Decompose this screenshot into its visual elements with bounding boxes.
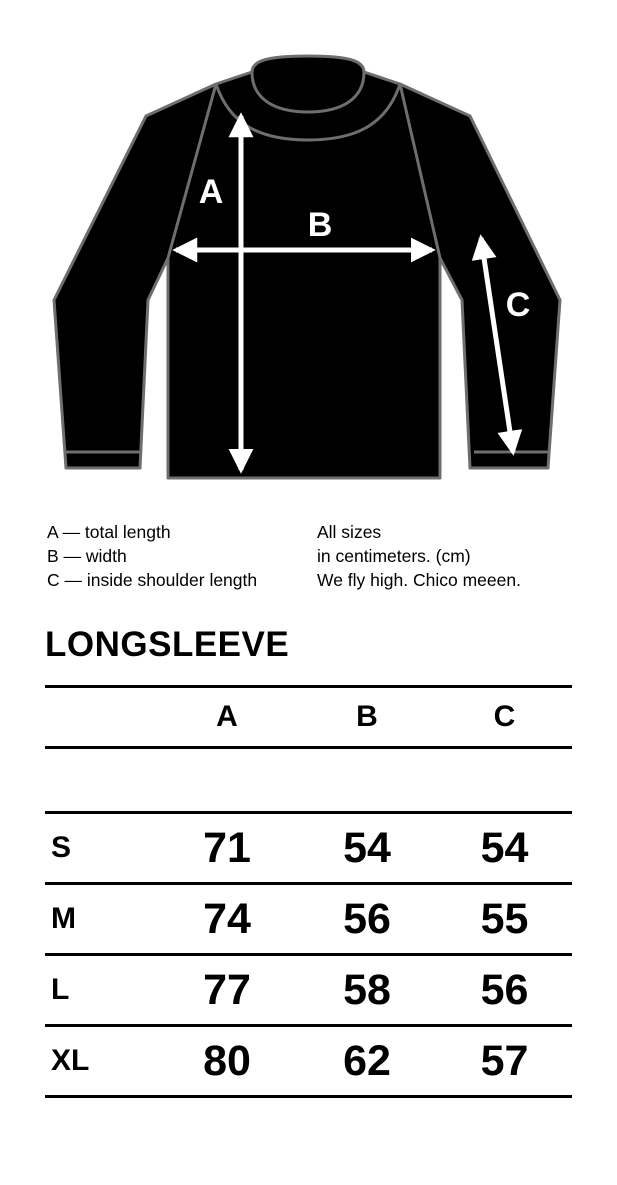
legend-column-notes [317, 520, 577, 592]
table-row [45, 955, 572, 1026]
row-value-a: 74 [157, 884, 297, 955]
table-row [45, 884, 572, 955]
legend [47, 520, 577, 592]
legend-note-2: in centimeters. (cm) [317, 546, 471, 566]
legend-column-measurements [47, 520, 317, 592]
table-row [45, 1026, 572, 1097]
row-value-a: 71 [157, 813, 297, 884]
row-size-label: XL [45, 1026, 157, 1097]
garment-diagram [0, 0, 617, 500]
row-value-c: 56 [437, 955, 572, 1026]
row-value-c: 54 [437, 813, 572, 884]
table-header-a: A [157, 687, 297, 748]
row-value-a: 80 [157, 1026, 297, 1097]
row-value-b: 58 [297, 955, 437, 1026]
row-value-b: 62 [297, 1026, 437, 1097]
legend-note-3: We fly high. Chico meeen. [317, 570, 521, 590]
spacer-cell-2 [157, 748, 297, 813]
table-header-b: B [297, 687, 437, 748]
legend-line-a: A — total length [47, 522, 171, 542]
table-spacer-row [45, 748, 572, 813]
row-size-label: S [45, 813, 157, 884]
table-header-size [45, 687, 157, 748]
row-value-b: 54 [297, 813, 437, 884]
row-value-a: 77 [157, 955, 297, 1026]
table-header-row [45, 687, 572, 748]
table-header-c: C [437, 687, 572, 748]
measure-label-c: C [505, 286, 531, 324]
row-value-b: 56 [297, 884, 437, 955]
spacer-cell-1 [45, 748, 157, 813]
row-value-c: 57 [437, 1026, 572, 1097]
size-table [45, 685, 572, 1098]
row-value-c: 55 [437, 884, 572, 955]
spacer-cell-4 [437, 748, 572, 813]
page-title: LONGSLEEVE [45, 625, 290, 664]
table-row [45, 813, 572, 884]
spacer-cell-3 [297, 748, 437, 813]
legend-note-1: All sizes [317, 522, 382, 542]
legend-line-b: B — width [47, 546, 127, 566]
measure-label-a: A [198, 173, 224, 211]
row-size-label: M [45, 884, 157, 955]
legend-line-c: C — inside shoulder length [47, 570, 258, 590]
measure-label-b: B [307, 206, 333, 244]
row-size-label: L [45, 955, 157, 1026]
